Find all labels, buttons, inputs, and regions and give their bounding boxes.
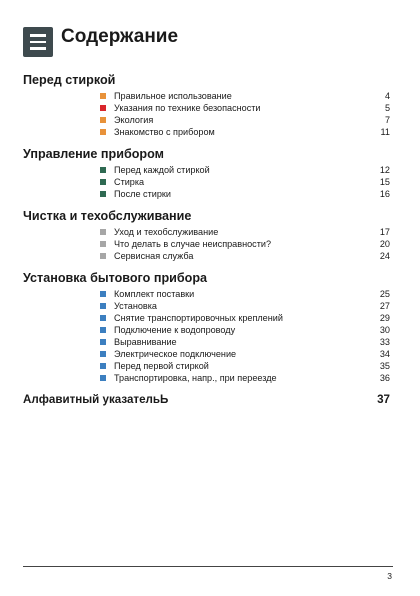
entry-page-number: 16 [379, 189, 390, 199]
entry-label: Экология [114, 115, 154, 125]
entry-page-number: 25 [379, 289, 390, 299]
entry-label: Стирка [114, 177, 145, 187]
square-bullet-icon [100, 363, 106, 369]
entry-page-number: 34 [379, 349, 390, 359]
section-title[interactable]: Установка бытового прибора [23, 271, 208, 285]
square-bullet-icon [100, 93, 106, 99]
toc-entry[interactable] [100, 176, 390, 188]
square-bullet-icon [100, 339, 106, 345]
entry-page-number: 24 [379, 251, 390, 261]
square-bullet-icon [100, 327, 106, 333]
toc-entry[interactable] [100, 188, 390, 200]
toc-entry[interactable] [100, 90, 390, 102]
square-bullet-icon [100, 229, 106, 235]
entry-label: Подключение к водопроводу [114, 325, 236, 335]
entry-page-number: 29 [379, 313, 390, 323]
entry-page-number: 36 [379, 373, 390, 383]
entry-label: Комплект поставки [114, 289, 195, 299]
entry-label: Указания по технике безопасности [114, 103, 261, 113]
square-bullet-icon [100, 167, 106, 173]
entry-label: Транспортировка, напр., при переезде [114, 373, 277, 383]
toc-entry[interactable] [100, 226, 390, 238]
square-bullet-icon [100, 191, 106, 197]
square-bullet-icon [100, 117, 106, 123]
toc-entry[interactable] [100, 288, 390, 300]
square-bullet-icon [100, 253, 106, 259]
toc-entry[interactable] [100, 372, 390, 384]
toc-entry[interactable] [100, 164, 390, 176]
page-header [23, 26, 178, 58]
toc-entry[interactable] [100, 250, 390, 262]
section-title[interactable]: Чистка и техобслуживание [23, 209, 192, 223]
menu-icon [23, 27, 53, 57]
entry-page-number: 30 [379, 325, 390, 335]
entry-label: Знакомство с прибором [114, 127, 215, 137]
entry-label: После стирки [114, 189, 171, 199]
entry-page-number: 11 [380, 127, 390, 137]
square-bullet-icon [100, 315, 106, 321]
toc-section [23, 73, 390, 138]
entry-page-number: 12 [379, 165, 390, 175]
toc-entry[interactable] [100, 324, 390, 336]
entry-page-number: 33 [379, 337, 390, 347]
square-bullet-icon [100, 375, 106, 381]
toc-entry[interactable] [100, 114, 390, 126]
toc-entry[interactable] [100, 336, 390, 348]
entry-label: Сервисная служба [114, 251, 194, 261]
page-title: Содержание [61, 26, 179, 47]
entry-page-number: 5 [384, 103, 390, 113]
entry-label: Уход и техобслуживание [114, 227, 219, 237]
square-bullet-icon [100, 351, 106, 357]
footer-divider [23, 566, 393, 567]
toc-section [23, 209, 390, 262]
entry-page-number: 7 [384, 115, 390, 125]
toc-entry[interactable] [100, 126, 390, 138]
index-label: Алфавитный указательЬ [23, 393, 169, 406]
entry-label: Что делать в случае неисправности? [114, 239, 272, 249]
square-bullet-icon [100, 129, 106, 135]
entry-page-number: 4 [384, 91, 390, 101]
entry-page-number: 17 [379, 227, 390, 237]
entry-page-number: 15 [379, 177, 390, 187]
square-bullet-icon [100, 303, 106, 309]
toc-section [23, 271, 390, 384]
entry-label: Перед первой стиркой [114, 361, 209, 371]
entry-page-number: 20 [379, 239, 390, 249]
toc-entry[interactable] [100, 102, 390, 114]
square-bullet-icon [100, 179, 106, 185]
entry-label: Установка [114, 301, 157, 311]
entry-page-number: 27 [379, 301, 390, 311]
section-title[interactable]: Перед стиркой [23, 73, 116, 87]
table-of-contents [23, 73, 390, 406]
index-entry[interactable] [23, 393, 390, 406]
index-page: 37 [377, 393, 390, 406]
square-bullet-icon [100, 105, 106, 111]
entry-label: Снятие транспортировочных креплений [114, 313, 283, 323]
square-bullet-icon [100, 291, 106, 297]
page-number: 3 [387, 571, 392, 581]
entry-label: Правильное использование [114, 91, 232, 101]
toc-entry[interactable] [100, 360, 390, 372]
toc-entry[interactable] [100, 300, 390, 312]
section-title[interactable]: Управление прибором [23, 147, 164, 161]
entry-page-number: 35 [379, 361, 390, 371]
entry-label: Выравнивание [114, 337, 177, 347]
entry-label: Перед каждой стиркой [114, 165, 210, 175]
toc-section [23, 147, 390, 200]
toc-entry[interactable] [100, 348, 390, 360]
toc-entry[interactable] [100, 238, 390, 250]
entry-label: Электрическое подключение [114, 349, 237, 359]
square-bullet-icon [100, 241, 106, 247]
toc-entry[interactable] [100, 312, 390, 324]
